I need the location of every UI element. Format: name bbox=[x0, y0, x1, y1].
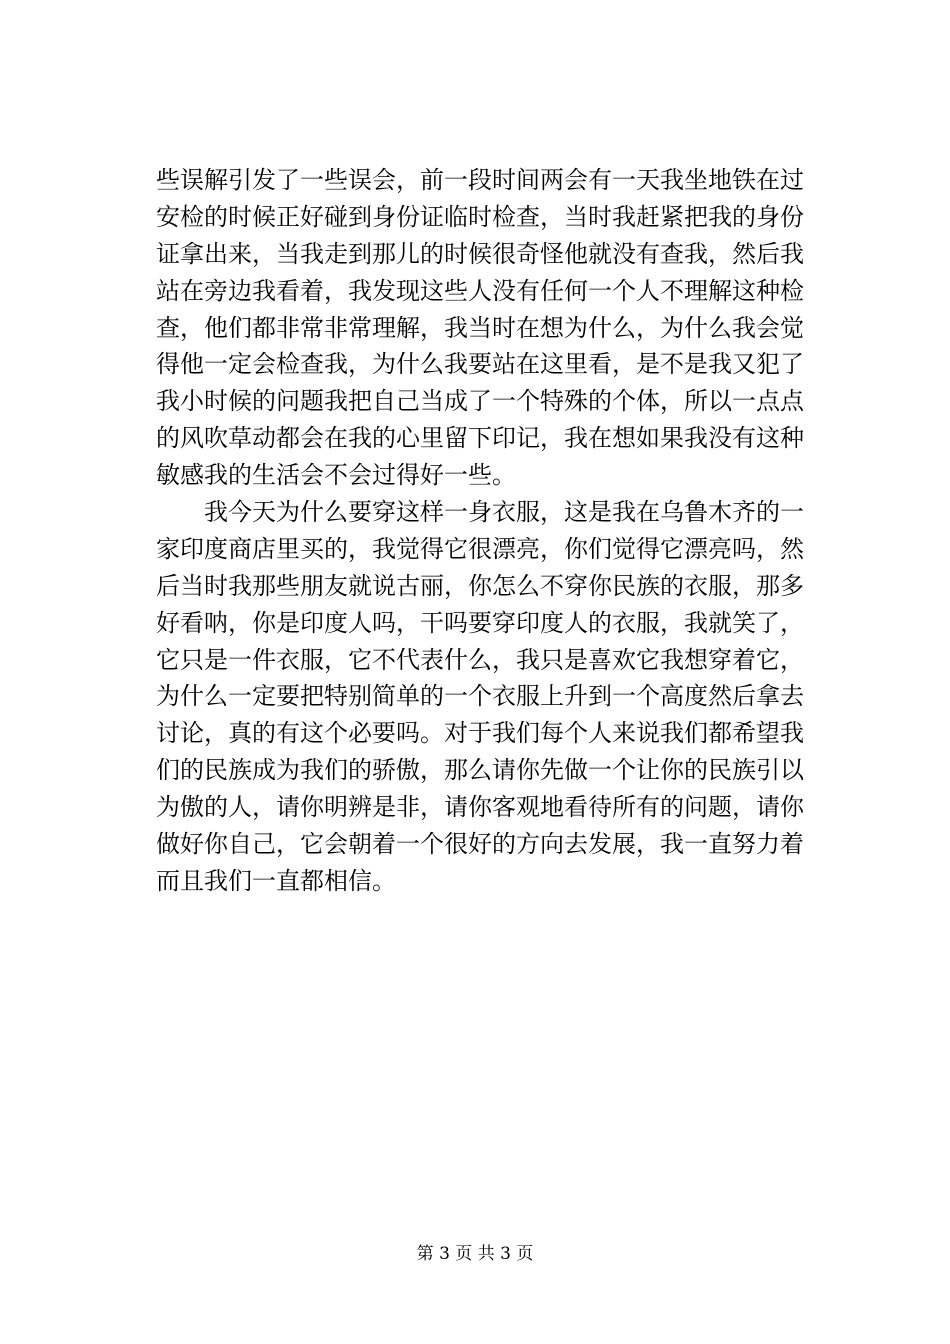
page-footer bbox=[0, 1242, 950, 1266]
page-number-label: 第 3 页 共 3 页 bbox=[416, 1244, 534, 1264]
text-line: 为傲的人，请你明辨是非，请你客观地看待所有的问题，请你 bbox=[156, 793, 804, 822]
text-line: 站在旁边我看着，我发现这些人没有任何一个人不理解这种检 bbox=[156, 276, 804, 305]
text-line: 证拿出来，当我走到那儿的时候很奇怪他就没有查我，然后我 bbox=[156, 239, 804, 268]
text-line: 我小时候的问题我把自己当成了一个特殊的个体，所以一点点 bbox=[156, 387, 804, 416]
paragraph-1 bbox=[156, 162, 804, 494]
text-line: 安检的时候正好碰到身份证临时检查，当时我赶紧把我的身份 bbox=[156, 202, 804, 231]
text-line: 敏感我的生活会不会过得好一些。 bbox=[156, 461, 516, 490]
paragraph-2 bbox=[156, 494, 804, 900]
text-line: 们的民族成为我们的骄傲，那么请你先做一个让你的民族引以 bbox=[156, 756, 804, 785]
text-line: 些误解引发了一些误会，前一段时间两会有一天我坐地铁在过 bbox=[156, 166, 804, 194]
text-line: 后当时我那些朋友就说古丽，你怎么不穿你民族的衣服，那多 bbox=[156, 571, 804, 600]
text-line: 讨论，真的有这个必要吗。对于我们每个人来说我们都希望我 bbox=[156, 719, 804, 748]
text-line: 而且我们一直都相信。 bbox=[156, 866, 396, 895]
text-line: 它只是一件衣服，它不代表什么，我只是喜欢它我想穿着它， bbox=[156, 645, 804, 674]
text-line: 好看呐，你是印度人吗，干吗要穿印度人的衣服，我就笑了， bbox=[156, 608, 804, 637]
text-line: 查，他们都非常非常理解，我当时在想为什么，为什么我会觉 bbox=[156, 313, 804, 342]
text-line: 我今天为什么要穿这样一身衣服，这是我在乌鲁木齐的一 bbox=[204, 498, 804, 527]
text-line: 家印度商店里买的，我觉得它很漂亮，你们觉得它漂亮吗，然 bbox=[156, 534, 804, 563]
text-line: 做好你自己，它会朝着一个很好的方向去发展，我一直努力着 bbox=[156, 830, 804, 859]
text-line: 得他一定会检查我，为什么我要站在这里看，是不是我又犯了 bbox=[156, 350, 804, 379]
body-text bbox=[156, 162, 804, 900]
text-line: 为什么一定要把特别简单的一个衣服上升到一个高度然后拿去 bbox=[156, 682, 804, 711]
text-line: 的风吹草动都会在我的心里留下印记，我在想如果我没有这种 bbox=[156, 424, 804, 453]
